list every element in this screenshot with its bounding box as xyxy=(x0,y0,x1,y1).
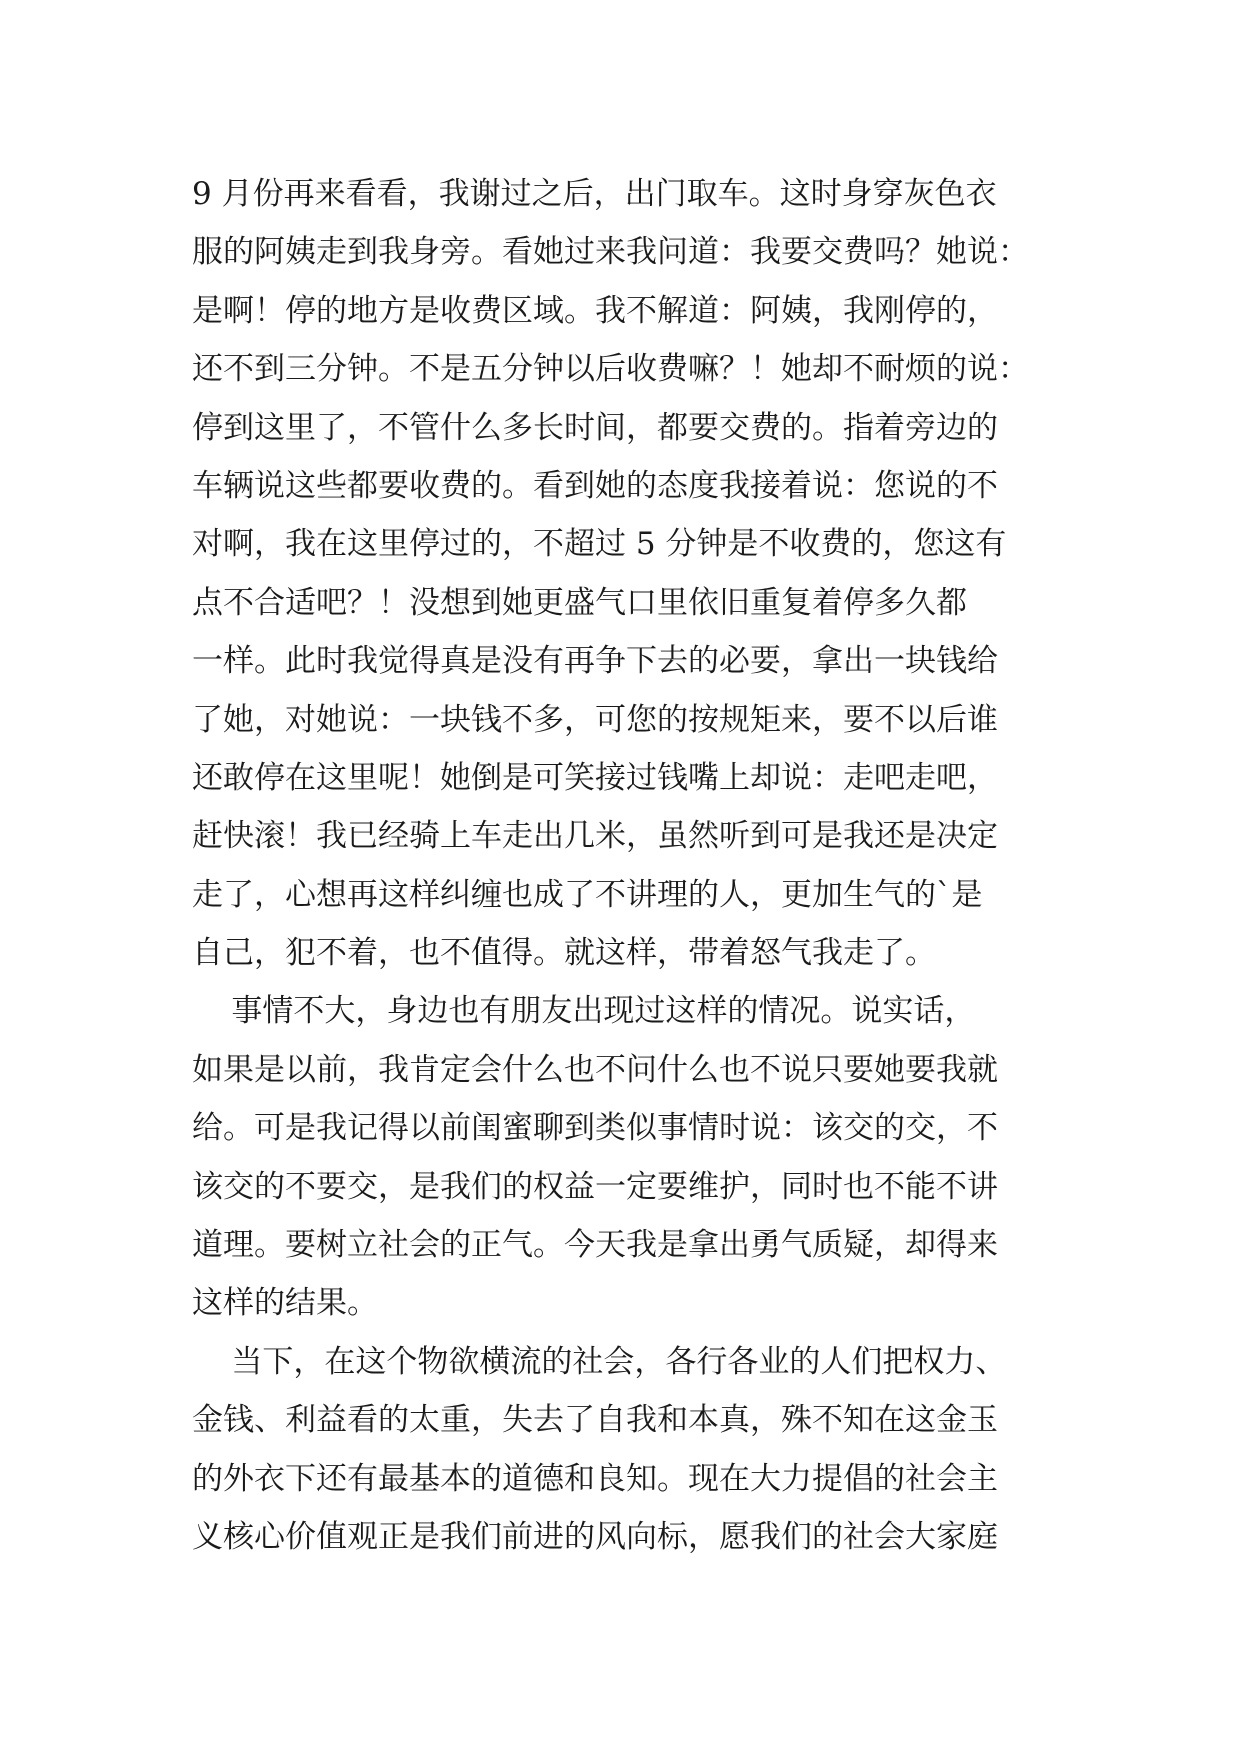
paragraph-1 xyxy=(192,165,1052,982)
text-line: 事情不大，身边也有朋友出现过这样的情况。说实话， xyxy=(192,993,976,1030)
text-line: 金钱、利益看的太重，失去了自我和本真，殊不知在这金玉 xyxy=(192,1402,998,1439)
paragraph-3 xyxy=(192,1333,1052,1567)
text-line: 停到这里了，不管什么多长时间，都要交费的。指着旁边的 xyxy=(192,409,998,446)
document-body xyxy=(192,165,1052,1566)
text-line: 对啊，我在这里停过的，不超过 5 分钟是不收费的，您这有 xyxy=(192,526,1007,563)
text-line: 了她，对她说：一块钱不多，可您的按规矩来，要不以后谁 xyxy=(192,701,998,738)
text-line: 当下，在这个物欲横流的社会，各行各业的人们把权力、 xyxy=(192,1343,1007,1380)
text-line: 还不到三分钟。不是五分钟以后收费嘛？！她却不耐烦的说： xyxy=(192,351,1029,388)
text-line: 的外衣下还有最基本的道德和良知。现在大力提倡的社会主 xyxy=(192,1460,998,1497)
text-line: 义核心价值观正是我们前进的风向标，愿我们的社会大家庭 xyxy=(192,1518,998,1555)
text-line: 服的阿姨走到我身旁。看她过来我问道：我要交费吗？她说： xyxy=(192,234,1029,271)
text-line: 还敢停在这里呢！她倒是可笑接过钱嘴上却说：走吧走吧， xyxy=(192,759,998,796)
text-line: 该交的不要交，是我们的权益一定要维护，同时也不能不讲 xyxy=(192,1168,998,1205)
text-line: 如果是以前，我肯定会什么也不问什么也不说只要她要我就 xyxy=(192,1051,998,1088)
text-line: 赶快滚！我已经骑上车走出几米，虽然听到可是我还是决定 xyxy=(192,818,998,855)
text-line: 车辆说这些都要收费的。看到她的态度我接着说：您说的不 xyxy=(192,467,998,504)
text-line: 给。可是我记得以前闺蜜聊到类似事情时说：该交的交，不 xyxy=(192,1110,998,1147)
text-line: 道理。要树立社会的正气。今天我是拿出勇气质疑，却得来 xyxy=(192,1227,998,1264)
text-line: 一样。此时我觉得真是没有再争下去的必要，拿出一块钱给 xyxy=(192,643,998,680)
text-line: 9 月份再来看看，我谢过之后，出门取车。这时身穿灰色衣 xyxy=(192,176,997,212)
text-line: 这样的结果。 xyxy=(192,1285,378,1322)
text-line: 走了，心想再这样纠缠也成了不讲理的人，更加生气的`是 xyxy=(192,876,983,913)
text-line: 点不合适吧？！没想到她更盛气口里依旧重复着停多久都 xyxy=(192,584,967,621)
text-line: 是啊！停的地方是收费区域。我不解道：阿姨，我刚停的， xyxy=(192,292,998,329)
paragraph-2 xyxy=(192,982,1052,1332)
text-line: 自己，犯不着，也不值得。就这样，带着怒气我走了。 xyxy=(192,935,936,972)
